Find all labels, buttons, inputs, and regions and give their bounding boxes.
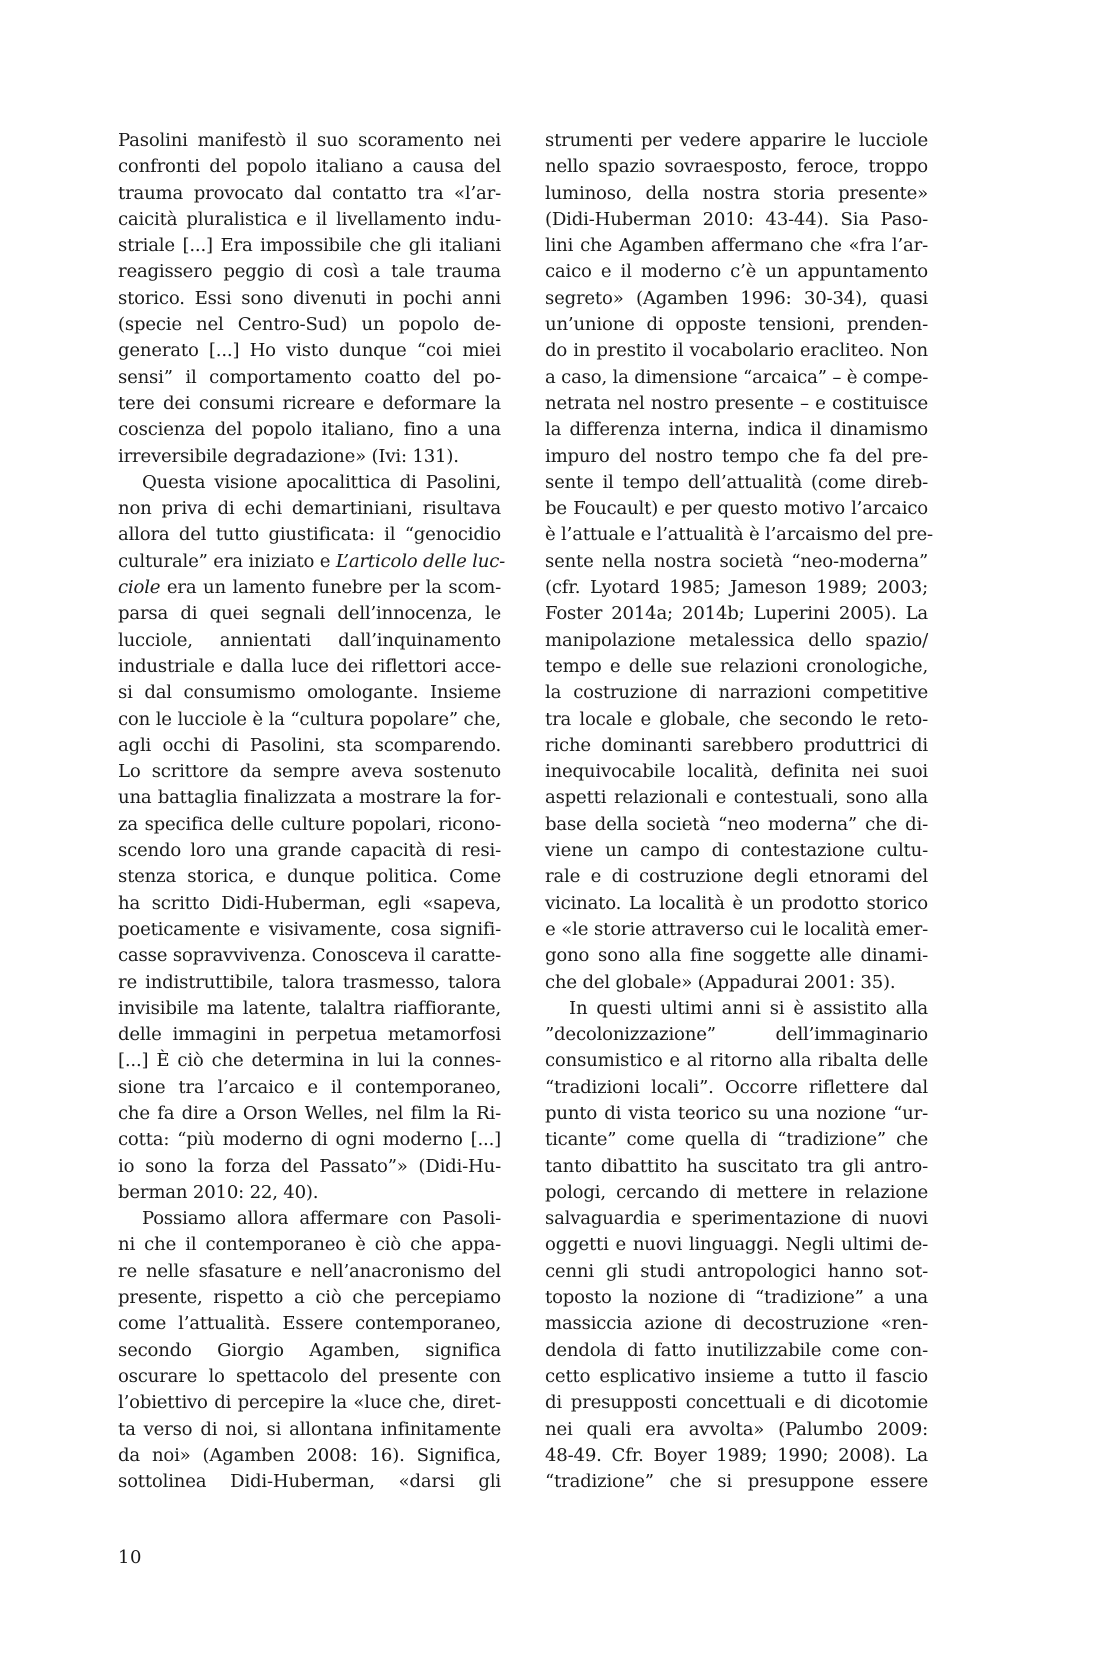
text-line: nello spazio sovraesposto, feroce, troppo (545, 156, 928, 178)
text-line: base della società “neo moderna” che di- (545, 813, 928, 835)
text-line: parsa di quei segnali dell’innocenza, le (118, 603, 501, 625)
text-line: ni che il contemporaneo è ciò che appa- (118, 1234, 501, 1256)
text-line: manipolazione metalessica dello spazio/ (545, 629, 928, 651)
text-line: re nelle sfasature e nell’anacronismo del (118, 1260, 501, 1282)
text-line: trauma provocato dal contatto tra «l’ar- (118, 182, 501, 204)
text-line: sente nella nostra società “neo-moderna” (545, 550, 928, 572)
left-text-column (118, 128, 506, 1495)
text-line: Lo scrittore da sempre aveva sostenuto (118, 761, 501, 783)
text-line: (specie nel Centro-Sud) un popolo de- (118, 314, 501, 336)
text-line: coscienza del popolo italiano, fino a una (118, 419, 501, 441)
text-line: punto di vista teorico su una nozione “ur- (545, 1102, 928, 1124)
text-line: sottolinea Didi-Huberman, «darsi gli (118, 1471, 501, 1493)
text-line: re indistruttibile, talora trasmesso, talora (118, 971, 501, 993)
text-line: riche dominanti sarebbero produttrici di (545, 734, 928, 756)
text-line: non priva di echi demartiniani, risultava (118, 498, 501, 520)
text-line: cenni gli studi antropologici hanno sot- (545, 1260, 928, 1282)
text-line: segreto» (Agamben 1996: 30-34), quasi (545, 287, 928, 309)
text-line: è l’attuale e l’attualità è l’arcaismo del pre- (545, 524, 933, 546)
text-line: cetto esplicativo insieme a tutto il fascio (545, 1365, 928, 1387)
text-line: aspetti relazionali e contestuali, sono alla (545, 787, 928, 809)
text-line: oggetti e nuovi linguaggi. Negli ultimi de- (545, 1234, 928, 1256)
text-line: e «le storie attraverso cui le località emer- (545, 918, 928, 940)
text-line: toposto la nozione di “tradizione” a una (545, 1287, 928, 1309)
text-line: sente il tempo dell’attualità (come direb- (545, 471, 928, 493)
text-line: (Didi-Huberman 2010: 43-44). Sia Paso- (545, 208, 928, 230)
text-line: industriale e dalla luce dei riflettori acce- (118, 655, 501, 677)
text-line: salvaguardia e sperimentazione di nuovi (545, 1208, 928, 1230)
text-line: poeticamente e visivamente, cosa signifi- (118, 918, 501, 940)
text-line: sensi” il comportamento coatto del po- (118, 366, 501, 388)
text-line: io sono la forza del Passato”» (Didi-Hu- (118, 1155, 501, 1177)
text-line: be Foucault) e per questo motivo l’arcaico (545, 498, 928, 520)
text-line: “tradizioni locali”. Occorre riflettere dal (545, 1076, 928, 1098)
text-line: In questi ultimi anni si è assistito alla (569, 997, 928, 1019)
page-number: 10 (118, 1547, 142, 1568)
right-text-column (545, 128, 933, 1495)
text-line: reagissero peggio di così a tale trauma (118, 261, 501, 283)
text-line: culturale” era iniziato e L’articolo delle luc- (118, 550, 506, 572)
text-line: massiccia azione di decostruzione «ren- (545, 1313, 928, 1335)
text-line: strumenti per vedere apparire le lucciole (545, 130, 928, 151)
text-line: tra locale e globale, che secondo le reto- (545, 708, 928, 730)
text-line: invisibile ma latente, talaltra riaffiorante, (118, 997, 501, 1019)
text-line: impuro del nostro tempo che fa del pre- (545, 445, 928, 467)
text-line: si dal consumismo omologante. Insieme (118, 682, 501, 704)
text-line: l’obiettivo di percepire la «luce che, diret- (118, 1392, 501, 1414)
text-line: scendo loro una grande capacità di resi- (118, 840, 501, 862)
text-line: [...] È ciò che determina in lui la connes- (118, 1050, 501, 1072)
text-line: che del globale» (Appadurai 2001: 35). (545, 971, 896, 993)
text-line: stenza storica, e dunque politica. Come (118, 866, 501, 888)
text-line: agli occhi di Pasolini, sta scomparendo. (118, 734, 501, 756)
text-line: 48-49. Cfr. Boyer 1989; 1990; 2008). La (545, 1444, 928, 1466)
text-line: Pasolini manifestò il suo scoramento nei (118, 130, 501, 151)
text-line: ta verso di noi, si allontana infinitamente (118, 1418, 501, 1440)
text-line: presente, rispetto a ciò che percepiamo (118, 1287, 501, 1309)
text-line: secondo Giorgio Agamben, significa (118, 1339, 501, 1361)
text-line: irreversibile degradazione» (Ivi: 131). (118, 445, 459, 467)
text-line: cotta: “più moderno di ogni moderno [...] (118, 1129, 501, 1151)
text-line: dendola di fatto inutilizzabile come con- (545, 1339, 928, 1361)
text-line: ticante” come quella di “tradizione” che (545, 1129, 928, 1151)
text-line: una battaglia finalizzata a mostrare la for- (118, 787, 501, 809)
text-line: gono sono alla fine soggette alle dinami- (545, 945, 928, 967)
text-line: do in prestito il vocabolario eracliteo. Non (545, 340, 928, 362)
text-line: “tradizione” che si presuppone essere (545, 1471, 928, 1493)
text-line: a caso, la dimensione “arcaica” – è compe- (545, 366, 929, 388)
text-line: netrata nel nostro presente – e costituisce (545, 392, 928, 414)
text-line: da noi» (Agamben 2008: 16). Significa, (118, 1444, 501, 1466)
text-line: inequivocabile località, definita nei suoi (545, 761, 928, 783)
text-line: striale [...] Era impossibile che gli italiani (118, 235, 501, 257)
text-line: delle immagini in perpetua metamorfosi (118, 1024, 501, 1046)
text-line: caicità pluralistica e il livellamento indu- (118, 208, 501, 230)
text-line: lucciole, annientati dall’inquinamento (118, 629, 501, 651)
text-line: generato [...] Ho visto dunque “coi miei (118, 340, 501, 362)
text-line: berman 2010: 22, 40). (118, 1181, 319, 1203)
text-line: tanto dibattito ha suscitato tra gli antro- (545, 1155, 928, 1177)
text-line: Questa visione apocalittica di Pasolini, (142, 471, 501, 493)
text-line: luminoso, della nostra storia presente» (545, 182, 928, 204)
text-line: che fa dire a Orson Welles, nel film la Ri- (118, 1102, 501, 1124)
text-line: Foster 2014a; 2014b; Luperini 2005). La (545, 603, 928, 625)
text-line: come l’attualità. Essere contemporaneo, (118, 1313, 501, 1335)
text-line: la differenza interna, indica il dinamismo (545, 419, 928, 441)
text-line: nei quali era avvolta» (Palumbo 2009: (545, 1418, 928, 1440)
text-line: caico e il moderno c’è un appuntamento (545, 261, 928, 283)
text-line: rale e di costruzione degli etnorami del (545, 866, 928, 888)
text-line: pologi, cercando di mettere in relazione (545, 1181, 928, 1203)
text-line: viene un campo di contestazione cultu- (545, 840, 928, 862)
text-line: storico. Essi sono divenuti in pochi anni (118, 287, 501, 309)
text-line: lini che Agamben affermano che «fra l’ar- (545, 235, 928, 257)
text-line: consumistico e al ritorno alla ribalta delle (545, 1050, 928, 1072)
text-line: ciole era un lamento funebre per la scom- (118, 577, 501, 599)
text-line: confronti del popolo italiano a causa del (118, 156, 501, 178)
text-line: di presupposti concettuali e di dicotomie (545, 1392, 928, 1414)
text-line: Possiamo allora affermare con Pasoli- (142, 1208, 501, 1230)
text-line: allora del tutto giustificata: il “genocidio (118, 524, 501, 546)
text-line: vicinato. La località è un prodotto storico (545, 892, 928, 914)
text-line: ha scritto Didi-Huberman, egli «sapeva, (118, 892, 501, 914)
text-line: la costruzione di narrazioni competitive (545, 682, 928, 704)
text-line: (cfr. Lyotard 1985; Jameson 1989; 2003; (545, 577, 928, 599)
text-line: sione tra l’arcaico e il contemporaneo, (118, 1076, 501, 1098)
text-line: za specifica delle culture popolari, ricono- (118, 813, 501, 835)
text-line: oscurare lo spettacolo del presente con (118, 1365, 501, 1387)
text-line: tere dei consumi ricreare e deformare la (118, 392, 501, 414)
text-line: un’unione di opposte tensioni, prenden- (545, 314, 928, 336)
text-line: tempo e delle sue relazioni cronologiche, (545, 655, 928, 677)
text-line: ”decolonizzazione” dell’immaginario (545, 1024, 928, 1046)
text-line: casse sopravvivenza. Conosceva il caratte- (118, 945, 501, 967)
text-line: con le lucciole è la “cultura popolare” che, (118, 708, 501, 730)
